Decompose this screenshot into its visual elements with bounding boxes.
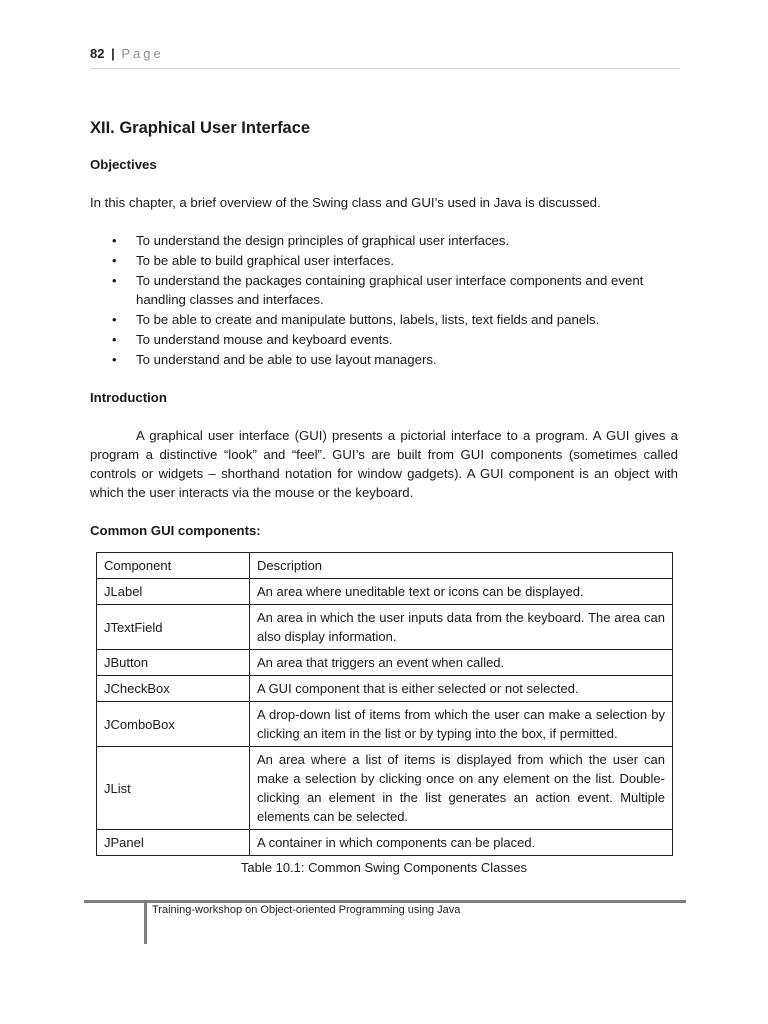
component-description: An area where a list of items is displayed from which the user can make a selection by clicking once on any element on the list. Double-clicking an element in the list generates an action event. Multiple elements can be selected. xyxy=(250,747,673,830)
components-heading: Common GUI components: xyxy=(90,523,261,538)
header-separator: | xyxy=(111,46,115,61)
component-description: A container in which components can be placed. xyxy=(250,830,673,856)
component-description: An area in which the user inputs data from the keyboard. The area can also display information. xyxy=(250,605,673,650)
list-item xyxy=(90,251,678,270)
table-row xyxy=(97,747,673,830)
table-row xyxy=(97,702,673,747)
objectives-heading: Objectives xyxy=(90,157,157,172)
page-content xyxy=(90,112,678,877)
table-row xyxy=(97,579,673,605)
list-item-text: To understand the design principles of graphical user interfaces. xyxy=(136,233,510,248)
page-number: 82 xyxy=(90,46,105,61)
bullet-icon: • xyxy=(112,253,117,268)
table-row xyxy=(97,676,673,702)
list-item-text: To understand and be able to use layout managers. xyxy=(136,352,437,367)
page-label: Page xyxy=(121,46,164,61)
component-name: JCheckBox xyxy=(97,676,250,702)
table-row xyxy=(97,650,673,676)
table-caption: Table 10.1: Common Swing Components Classes xyxy=(240,860,528,875)
column-header: Component xyxy=(97,553,250,579)
bullet-icon: • xyxy=(112,312,117,327)
chapter-title: XII. Graphical User Interface xyxy=(90,119,311,137)
components-table xyxy=(96,552,673,856)
column-header: Description xyxy=(250,553,673,579)
bullet-icon: • xyxy=(112,233,117,248)
component-name: JList xyxy=(97,747,250,830)
component-description: An area where uneditable text or icons can be displayed. xyxy=(250,579,673,605)
bullet-icon: • xyxy=(112,332,117,347)
page-header xyxy=(90,46,680,69)
footer-text: Training-workshop on Object-oriented Programming using Java xyxy=(152,904,461,916)
objectives-intro: In this chapter, a brief overview of the Swing class and GUI’s used in Java is discussed. xyxy=(90,195,601,210)
component-name: JPanel xyxy=(97,830,250,856)
introduction-paragraph: A graphical user interface (GUI) presents a pictorial interface to a program. A GUI gives a program a distinctive “look” and “feel”. GUI’s are built from GUI components (sometimes called controls or widgets – shorthand notation for window gadgets). A GUI component is an object with which the user interacts via the mouse or the keyboard. xyxy=(90,428,678,500)
list-item xyxy=(90,310,678,329)
list-item xyxy=(90,330,678,349)
component-name: JTextField xyxy=(97,605,250,650)
component-name: JComboBox xyxy=(97,702,250,747)
list-item-text: To understand mouse and keyboard events. xyxy=(136,332,393,347)
list-item xyxy=(90,271,678,309)
list-item xyxy=(90,231,678,250)
component-name: JLabel xyxy=(97,579,250,605)
table-row xyxy=(97,605,673,650)
list-item xyxy=(90,350,678,369)
bullet-icon: • xyxy=(112,273,117,288)
component-description: A drop-down list of items from which the user can make a selection by clicking an item in the list or by typing into the box, if permitted. xyxy=(250,702,673,747)
component-description: An area that triggers an event when called. xyxy=(250,650,673,676)
list-item-text: To understand the packages containing graphical user interface components and event handling classes and interfaces. xyxy=(136,273,644,307)
objectives-list xyxy=(90,231,678,369)
bullet-icon: • xyxy=(112,352,117,367)
table-header-row xyxy=(97,553,673,579)
footer-rule xyxy=(84,900,686,903)
table-row xyxy=(97,830,673,856)
component-name: JButton xyxy=(97,650,250,676)
component-description: A GUI component that is either selected or not selected. xyxy=(250,676,673,702)
list-item-text: To be able to create and manipulate buttons, labels, lists, text fields and panels. xyxy=(136,312,600,327)
introduction-heading: Introduction xyxy=(90,390,167,405)
footer-vertical-rule xyxy=(144,900,147,944)
list-item-text: To be able to build graphical user interfaces. xyxy=(136,253,395,268)
